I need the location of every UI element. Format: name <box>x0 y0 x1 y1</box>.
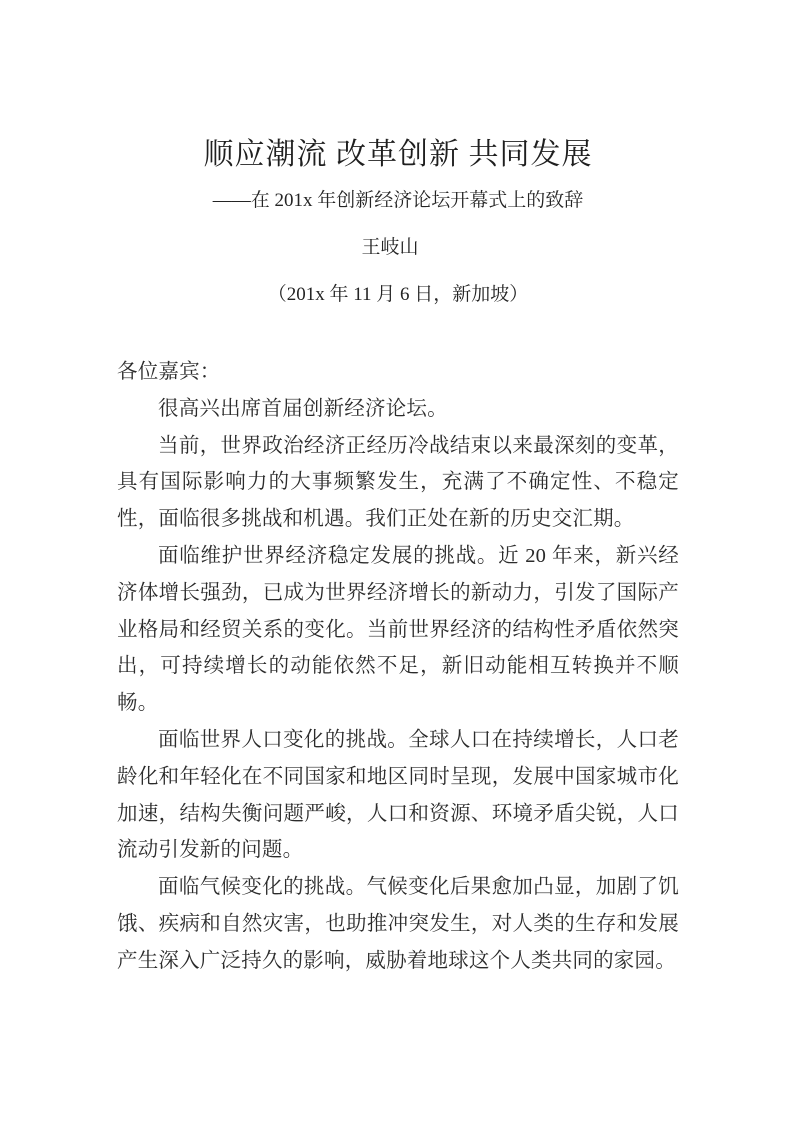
paragraph-challenge-economy: 面临维护世界经济稳定发展的挑战。近 20 年来，新兴经济体增长强劲，已成为世界经济增长的新动力，引发了国际产业格局和经贸关系的变化。当前世界经济的结构性矛盾依然突出，可持续增长的动能依然不足，新旧动能相互转换并不顺畅。 <box>117 544 679 715</box>
document-body <box>117 308 679 980</box>
paragraph-challenge-climate: 面临气候变化的挑战。气候变化后果愈加凸显，加剧了饥饿、疾病和自然灾害，也助推冲突发生，对人类的生存和发展产生深入广泛持久的影响，威胁着地球这个人类共同的家园。 <box>117 876 679 972</box>
paragraph-opening-remark: 很高兴出席首届创新经济论坛。 <box>158 397 448 420</box>
paragraph-current-situation: 当前，世界政治经济正经历冷战结束以来最深刻的变革，具有国际影响力的大事频繁发生，充满了不确定性、不稳定性，面临很多挑战和机遇。我们正处在新的历史交汇期。 <box>117 434 679 531</box>
paragraph-challenge-population: 面临世界人口变化的挑战。全球人口在持续增长，人口老龄化和年轻化在不同国家和地区同时呈现，发展中国家城市化加速，结构失衡问题严峻，人口和资源、环境矛盾尖锐，人口流动引发新的问题。 <box>117 728 679 862</box>
document-subtitle: ——在 201x 年创新经济论坛开幕式上的致辞 <box>212 190 584 211</box>
page-text-column <box>117 0 679 980</box>
document-title: 顺应潮流 改革创新 共同发展 <box>203 138 593 171</box>
paragraph-salutation: 各位嘉宾： <box>117 361 221 383</box>
document-dateline: （201x 年 11 月 6 日，新加坡） <box>267 284 529 305</box>
document-author: 王岐山 <box>361 237 419 258</box>
